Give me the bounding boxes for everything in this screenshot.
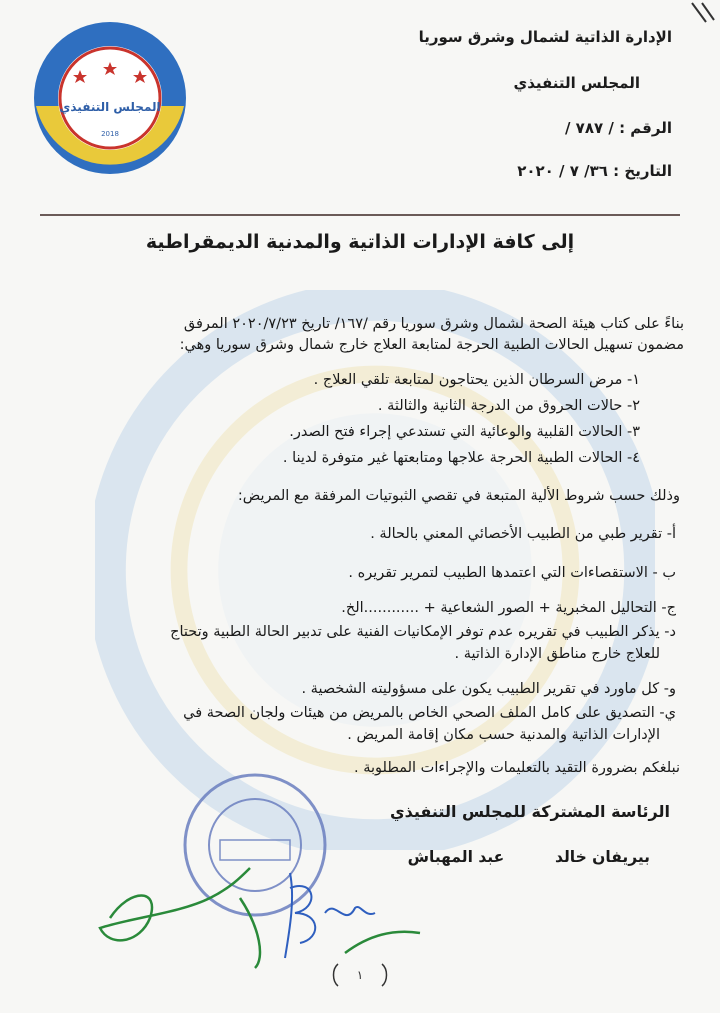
- condition-a: أ- تقرير طبي من الطبيب الأخصائي المعني بالحالة .: [370, 526, 676, 542]
- date-label: التاريخ :: [613, 162, 672, 180]
- condition-d-line-1: د- يذكر الطبيب في تقريره عدم توفر الإمكانيات الفنية على تدبير الحالة الطبية وتحتاج: [170, 624, 676, 640]
- header-council: المجلس التنفيذي: [513, 74, 640, 92]
- closing-line: نبلغكم بضرورة التقيد بالتعليمات والإجراءات المطلوبة .: [354, 760, 680, 776]
- condition-d-line-2: للعلاج خارج مناطق الإدارة الذاتية .: [454, 646, 660, 662]
- signatory-title: الرئاسة المشتركة للمجلس التنفيذي: [389, 802, 670, 821]
- header-date: [517, 162, 672, 180]
- corner-mark: [688, 0, 718, 25]
- intro-line-2: مضمون تسهيل الحالات الطبية الحرجة لمتابعة العلاج خارج شمال وشرق سوريا وهي:: [179, 337, 684, 353]
- executive-council-seal: [30, 18, 190, 178]
- intro-paragraph: [32, 314, 684, 356]
- condition-b: ب - الاستقصاءات التي اعتمدها الطبيب لتمرير تقريره .: [348, 565, 676, 581]
- condition-y-line-1: ي- التصديق على كامل الملف الصحي الخاص بالمريض من هيئات ولجان الصحة في: [183, 705, 676, 721]
- date-value: ٣٦/ ٧ / ٢٠٢٠: [517, 162, 608, 180]
- case-item: ١- مرض السرطان الذين يحتاجون لمتابعة تلقي العلاج .: [313, 372, 640, 388]
- condition-c: ج- التحاليل المخبرية + الصور الشعاعية + ............الخ.: [341, 600, 676, 616]
- page-bracket-left: [330, 963, 340, 987]
- signatory-name-1: بيريفان خالد: [555, 848, 650, 866]
- condition-w: و- كل ماورد في تقرير الطبيب يكون على مسؤوليته الشخصية .: [301, 681, 676, 697]
- page-bracket-right: [380, 963, 390, 987]
- condition-y-line-2: الإدارات الذاتية والمدنية حسب مكان إقامة المريض .: [347, 727, 660, 743]
- case-item: ٢- حالات الحروق من الدرجة الثانية والثالثة .: [377, 398, 640, 414]
- handwritten-signature: [90, 858, 450, 978]
- number-value: / ٧٨٧ /: [564, 119, 614, 137]
- seal-year: 2018: [101, 130, 119, 138]
- header-number: [565, 119, 672, 137]
- conditions-intro: وذلك حسب شروط الألية المتبعة في تقصي الثبوتيات المرفقة مع المريض:: [237, 488, 680, 504]
- header-divider: [40, 214, 680, 216]
- header-org: الإدارة الذاتية لشمال وشرق سوريا: [418, 28, 672, 46]
- case-item: ٣- الحالات القلبية والوعائية التي تستدعي إجراء فتح الصدر.: [289, 424, 640, 440]
- document-title: إلى كافة الإدارات الذاتية والمدنية الديمقراطية: [145, 231, 575, 253]
- intro-line-1: بناءً على كتاب هيئة الصحة لشمال وشرق سوريا رقم /١٦٧/ تاريخ ٢٠٢٠/٧/٢٣ المرفق: [183, 316, 684, 332]
- seal-name: المجلس التنفيذي: [59, 100, 161, 114]
- case-item: ٤- الحالات الطبية الحرجة علاجها ومتابعتها غير متوفرة لدينا .: [282, 450, 640, 466]
- signatory-name-2: عبد المهباش: [407, 848, 505, 866]
- number-label: الرقم :: [619, 119, 672, 137]
- page-number: ١: [356, 968, 364, 982]
- cases-list: [40, 372, 680, 482]
